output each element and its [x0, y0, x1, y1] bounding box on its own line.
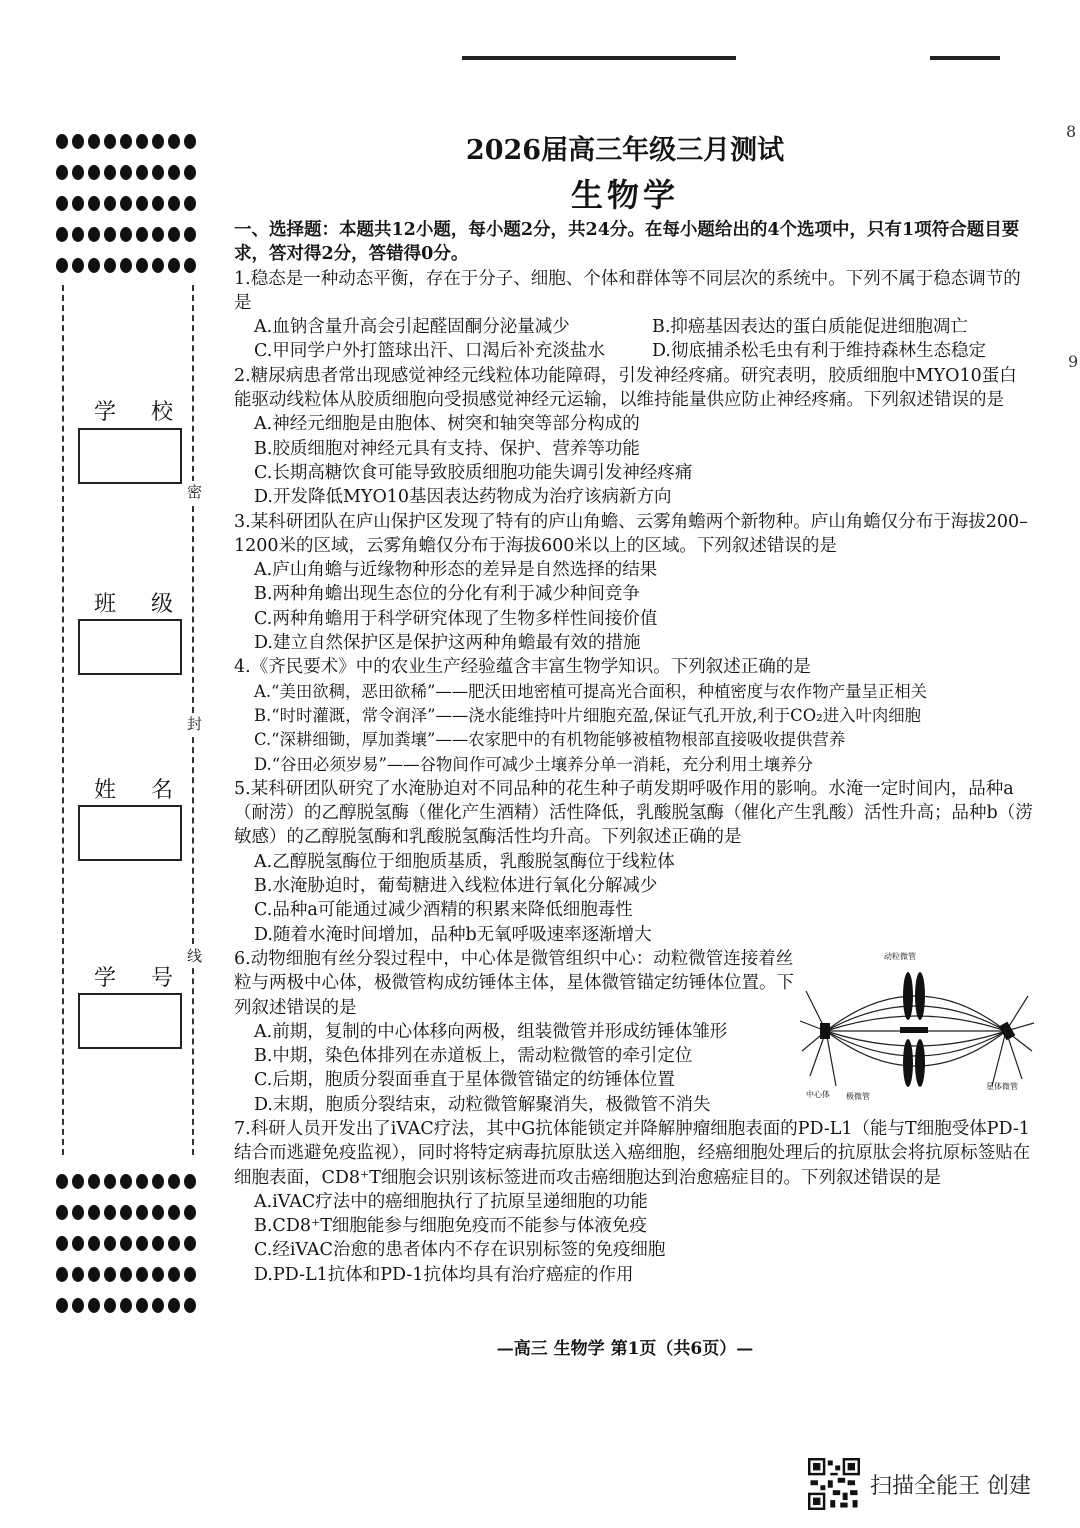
binding-dot: [104, 134, 116, 149]
binding-dot: [104, 1174, 116, 1189]
qr-code-icon: [808, 1458, 860, 1510]
centrosome-left: [820, 1023, 830, 1039]
binding-dot: [72, 196, 84, 211]
question-2: [234, 364, 1034, 510]
binding-dot: [136, 196, 148, 211]
binding-dot: [184, 1298, 196, 1313]
binding-dot: [152, 1298, 164, 1313]
option-b: B.中期，染色体排列在赤道板上，需动粒微管的牵引定位: [254, 1046, 693, 1067]
option-d: D.末期，胞质分裂结束，动粒微管解聚消失，极微管不消失: [254, 1094, 711, 1115]
binding-dot: [136, 1298, 148, 1313]
label-centrosome: 中心体: [806, 1089, 830, 1099]
binding-dot: [56, 227, 68, 242]
dot-row: [56, 1259, 206, 1290]
edge-mark: 8: [1066, 122, 1077, 141]
binding-dot: [152, 227, 164, 242]
option-b: B.水淹胁迫时，葡萄糖进入线粒体进行氧化分解减少: [254, 876, 658, 897]
top-rule: [462, 56, 736, 60]
binding-dot: [168, 1236, 180, 1251]
question-4: [234, 655, 1034, 776]
binding-dot: [88, 165, 100, 180]
dot-row: [56, 126, 206, 157]
name-input-box[interactable]: [78, 805, 182, 861]
binding-dot: [104, 1267, 116, 1282]
binding-dot: [72, 1267, 84, 1282]
binding-dot: [88, 1205, 100, 1220]
label-polar: 极微管: [846, 1091, 870, 1101]
binding-dot: [56, 165, 68, 180]
binding-dot: [120, 1236, 132, 1251]
option-b: B.“时时灌溉，常令润泽”——浇水能维持叶片细胞充盈,保证气孔开放,利于CO₂进入叶肉细胞: [254, 705, 922, 725]
binding-dot: [168, 1174, 180, 1189]
exam-title: 2026届高三年级三月测试: [465, 135, 785, 166]
binding-dot: [56, 196, 68, 211]
binding-dot: [136, 1236, 148, 1251]
dot-row: [56, 1166, 206, 1197]
option-a: A.iVAC疗法中的癌细胞执行了抗原呈递细胞的功能: [254, 1191, 648, 1212]
binding-dot: [88, 1174, 100, 1189]
seal-char-feng: 封: [187, 715, 203, 733]
option-c: C.品种a可能通过减少酒精的积累来降低细胞毒性: [254, 900, 633, 921]
scanner-watermark: [808, 1458, 1031, 1510]
binding-dot: [152, 165, 164, 180]
binding-dot: [136, 134, 148, 149]
option-d: D.随着水淹时间增加，品种b无氧呼吸速率逐渐增大: [254, 924, 652, 945]
binding-dot: [184, 258, 196, 273]
label-astral: 星体微管: [986, 1081, 1018, 1091]
binding-dot: [152, 1236, 164, 1251]
option-a: A.庐山角蟾与近缘物种形态的差异是自然选择的结果: [254, 560, 658, 581]
binding-dot: [72, 1205, 84, 1220]
binding-dot: [120, 196, 132, 211]
scanner-label: 扫描全能王 创建: [870, 1473, 1031, 1499]
binding-dot: [72, 227, 84, 242]
option-d: D.“谷田必须岁易”——谷物间作可减少土壤养分单一消耗，充分利用土壤养分: [254, 754, 814, 774]
binding-dot: [184, 227, 196, 242]
binding-dot: [120, 165, 132, 180]
binding-dot: [184, 196, 196, 211]
binding-dot: [72, 1236, 84, 1251]
option-c: C.后期，胞质分裂面垂直于星体微管锚定的纺锤体位置: [254, 1070, 675, 1091]
binding-dot: [136, 165, 148, 180]
label-kinetochore: 动粒微管: [884, 951, 916, 961]
binding-dot: [56, 1205, 68, 1220]
question-stem: 2.糖尿病患者常出现感觉神经元线粒体功能障碍，引发神经疼痛。研究表明，胶质细胞中MYO10蛋白能驱动线粒体从胶质细胞向受损感觉神经元运输，以维持能量供应防止神经疼痛。下列叙述错误的是: [234, 365, 1017, 411]
binding-dot: [168, 196, 180, 211]
binding-dot: [56, 134, 68, 149]
binding-dot: [88, 258, 100, 273]
binding-dot: [104, 1205, 116, 1220]
seal-char-mi: 密: [187, 483, 203, 501]
binding-dot: [136, 1205, 148, 1220]
binding-dot: [136, 1174, 148, 1189]
binding-dot: [168, 134, 180, 149]
binding-dot: [152, 1267, 164, 1282]
edge-mark: 9: [1068, 352, 1079, 371]
option-b: B.两种角蟾出现生态位的分化有利于减少种间竞争: [254, 584, 640, 605]
question-stem: 4.《齐民要术》中的农业生产经验蕴含丰富生物学知识。下列叙述正确的是: [234, 657, 811, 678]
question-1: [234, 267, 1034, 364]
binding-strip: [62, 285, 202, 1155]
dot-row: [56, 1290, 206, 1321]
question-stem: 5.某科研团队研究了水淹胁迫对不同品种的花生种子萌发期呼吸作用的影响。水淹一定时间内，品种a（耐涝）的乙醇脱氢酶（催化产生酒精）活性降低，乳酸脱氢酶（催化产生乳酸）活性升高；品种b（涝敏感）的乙醇脱氢酶和乳酸脱氢酶活性均升高。下列叙述正确的是: [234, 778, 1033, 848]
question-5: [234, 777, 1034, 947]
class-label: 班 级: [94, 592, 187, 617]
spindle-figure: [796, 951, 1036, 1101]
binding-dot: [88, 1267, 100, 1282]
option-d: D.开发降低MYO10基因表达药物成为治疗该病新方向: [254, 487, 672, 508]
binding-dot: [72, 1298, 84, 1313]
option-c: C.长期高糖饮食可能导致胶质细胞功能失调引发神经疼痛: [254, 462, 693, 483]
binding-dot: [104, 1236, 116, 1251]
binding-dot: [168, 1205, 180, 1220]
question-area: [234, 218, 1034, 1287]
option-c: C.“深耕细锄，厚加粪壤”——农家肥中的有机物能够被植物根部直接吸收提供营养: [254, 730, 846, 750]
binding-dot: [152, 134, 164, 149]
question-7: [234, 1117, 1034, 1287]
binding-dot: [56, 1298, 68, 1313]
binding-dot: [72, 1174, 84, 1189]
student-id-label: 学 号: [94, 966, 187, 991]
binding-dot: [152, 1174, 164, 1189]
binding-dot: [56, 1174, 68, 1189]
dot-row: [56, 1197, 206, 1228]
binding-dot: [72, 134, 84, 149]
student-id-input-box[interactable]: [78, 993, 182, 1049]
binding-dot: [72, 258, 84, 273]
dot-row: [56, 1228, 206, 1259]
binding-dot: [56, 258, 68, 273]
dot-row: [56, 250, 206, 281]
binding-dot: [104, 1298, 116, 1313]
binding-dots-bottom: [56, 1166, 206, 1321]
binding-dot: [120, 1205, 132, 1220]
binding-dot: [184, 165, 196, 180]
binding-dot: [56, 1267, 68, 1282]
binding-dot: [88, 1236, 100, 1251]
binding-dot: [88, 196, 100, 211]
question-3: [234, 510, 1034, 656]
page-footer: —高三 生物学 第1页（共6页）—: [496, 1339, 754, 1359]
top-rule-right: [930, 56, 1000, 60]
dot-row: [56, 188, 206, 219]
binding-dot: [104, 165, 116, 180]
option-c: C.经iVAC治愈的患者体内不存在识别标签的免疫细胞: [254, 1240, 666, 1261]
seal-char-xian: 线: [187, 947, 203, 965]
binding-dot: [136, 258, 148, 273]
question-stem: 7.科研人员开发出了iVAC疗法，其中G抗体能锁定并降解肿瘤细胞表面的PD-L1（能与T细胞受体PD-1结合而逃避免疫监视），同时将特定病毒抗原肽送入癌细胞，经癌细胞处理后的抗原肽会将抗原标签贴在细胞表面，CD8⁺T细胞会识别该标签进而攻击癌细胞达到治愈癌症目的。下列叙述错误的是: [234, 1118, 1031, 1188]
binding-dot: [120, 134, 132, 149]
binding-dot: [120, 1267, 132, 1282]
binding-dot: [184, 1205, 196, 1220]
binding-dot: [88, 227, 100, 242]
binding-dot: [152, 258, 164, 273]
binding-dot: [56, 1236, 68, 1251]
binding-dot: [88, 1298, 100, 1313]
option-c: C.甲同学户外打篮球出汗、口渴后补充淡盐水: [254, 341, 605, 362]
binding-dot: [168, 258, 180, 273]
binding-dot: [184, 134, 196, 149]
option-b: B.抑癌基因表达的蛋白质能促进细胞凋亡: [652, 317, 968, 338]
binding-dot: [136, 1267, 148, 1282]
binding-dot: [136, 227, 148, 242]
name-label: 姓 名: [94, 778, 187, 803]
option-a: A.神经元细胞是由胞体、树突和轴突等部分构成的: [254, 414, 640, 435]
binding-dot: [168, 1267, 180, 1282]
chromosome: [900, 972, 928, 1087]
binding-dot: [152, 196, 164, 211]
subject-title: 生物学: [570, 176, 679, 214]
question-6: [234, 947, 1034, 1117]
binding-dot: [72, 165, 84, 180]
binding-dot: [104, 227, 116, 242]
option-d: D.建立自然保护区是保护这两种角蟾最有效的措施: [254, 633, 641, 654]
dot-row: [56, 157, 206, 188]
binding-dot: [120, 1298, 132, 1313]
binding-dot: [104, 196, 116, 211]
option-b: B.胶质细胞对神经元具有支持、保护、营养等功能: [254, 438, 640, 459]
option-d: D.彻底捕杀松毛虫有利于维持森林生态稳定: [652, 341, 986, 362]
binding-dot: [152, 1205, 164, 1220]
binding-dot: [88, 134, 100, 149]
binding-dot: [120, 258, 132, 273]
option-c: C.两种角蟾用于科学研究体现了生物多样性间接价值: [254, 608, 658, 629]
cut-line-left: [62, 285, 64, 1155]
binding-dot: [184, 1236, 196, 1251]
binding-dot: [184, 1267, 196, 1282]
binding-dot: [184, 1174, 196, 1189]
option-b: B.CD8⁺T细胞能参与细胞免疫而不能参与体液免疫: [254, 1216, 647, 1237]
school-input-box[interactable]: [78, 428, 182, 484]
binding-dot: [168, 227, 180, 242]
option-a: A.血钠含量升高会引起醛固酮分泌量减少: [254, 317, 570, 338]
dot-row: [56, 219, 206, 250]
option-d: D.PD-L1抗体和PD-1抗体均具有治疗癌症的作用: [254, 1264, 634, 1285]
binding-dot: [168, 1298, 180, 1313]
question-stem: 1.稳态是一种动态平衡，存在于分子、细胞、个体和群体等不同层次的系统中。下列不属于稳态调节的是: [234, 268, 1021, 313]
question-stem: 3.某科研团队在庐山保护区发现了特有的庐山角蟾、云雾角蟾两个新物种。庐山角蟾仅分布于海拔200–1200米的区域，云雾角蟾仅分布于海拔600米以上的区域。下列叙述错误的是: [234, 511, 1028, 556]
school-label: 学 校: [94, 400, 187, 425]
binding-dot: [104, 258, 116, 273]
binding-dot: [120, 1174, 132, 1189]
binding-dot: [120, 227, 132, 242]
binding-dots-top: [56, 126, 206, 281]
option-a: A.“美田欲稠，恶田欲稀”——肥沃田地密植可提高光合面积，种植密度与农作物产量呈正相关: [254, 681, 928, 701]
option-a: A.乙醇脱氢酶位于细胞质基质，乳酸脱氢酶位于线粒体: [254, 851, 675, 872]
question-stem: 6.动物细胞有丝分裂过程中，中心体是微管组织中心：动粒微管连接着丝粒与两极中心体，极微管构成纺锤体主体，星体微管锚定纺锤体位置。下列叙述错误的是: [234, 948, 794, 1018]
binding-dot: [168, 165, 180, 180]
option-a: A.前期，复制的中心体移向两极，组装微管并形成纺锤体雏形: [254, 1021, 728, 1042]
section-heading: 一、选择题：本题共12小题，每小题2分，共24分。在每小题给出的4个选项中，只有1项符合题目要求，答对得2分，答错得0分。: [234, 220, 1020, 265]
class-input-box[interactable]: [78, 619, 182, 675]
